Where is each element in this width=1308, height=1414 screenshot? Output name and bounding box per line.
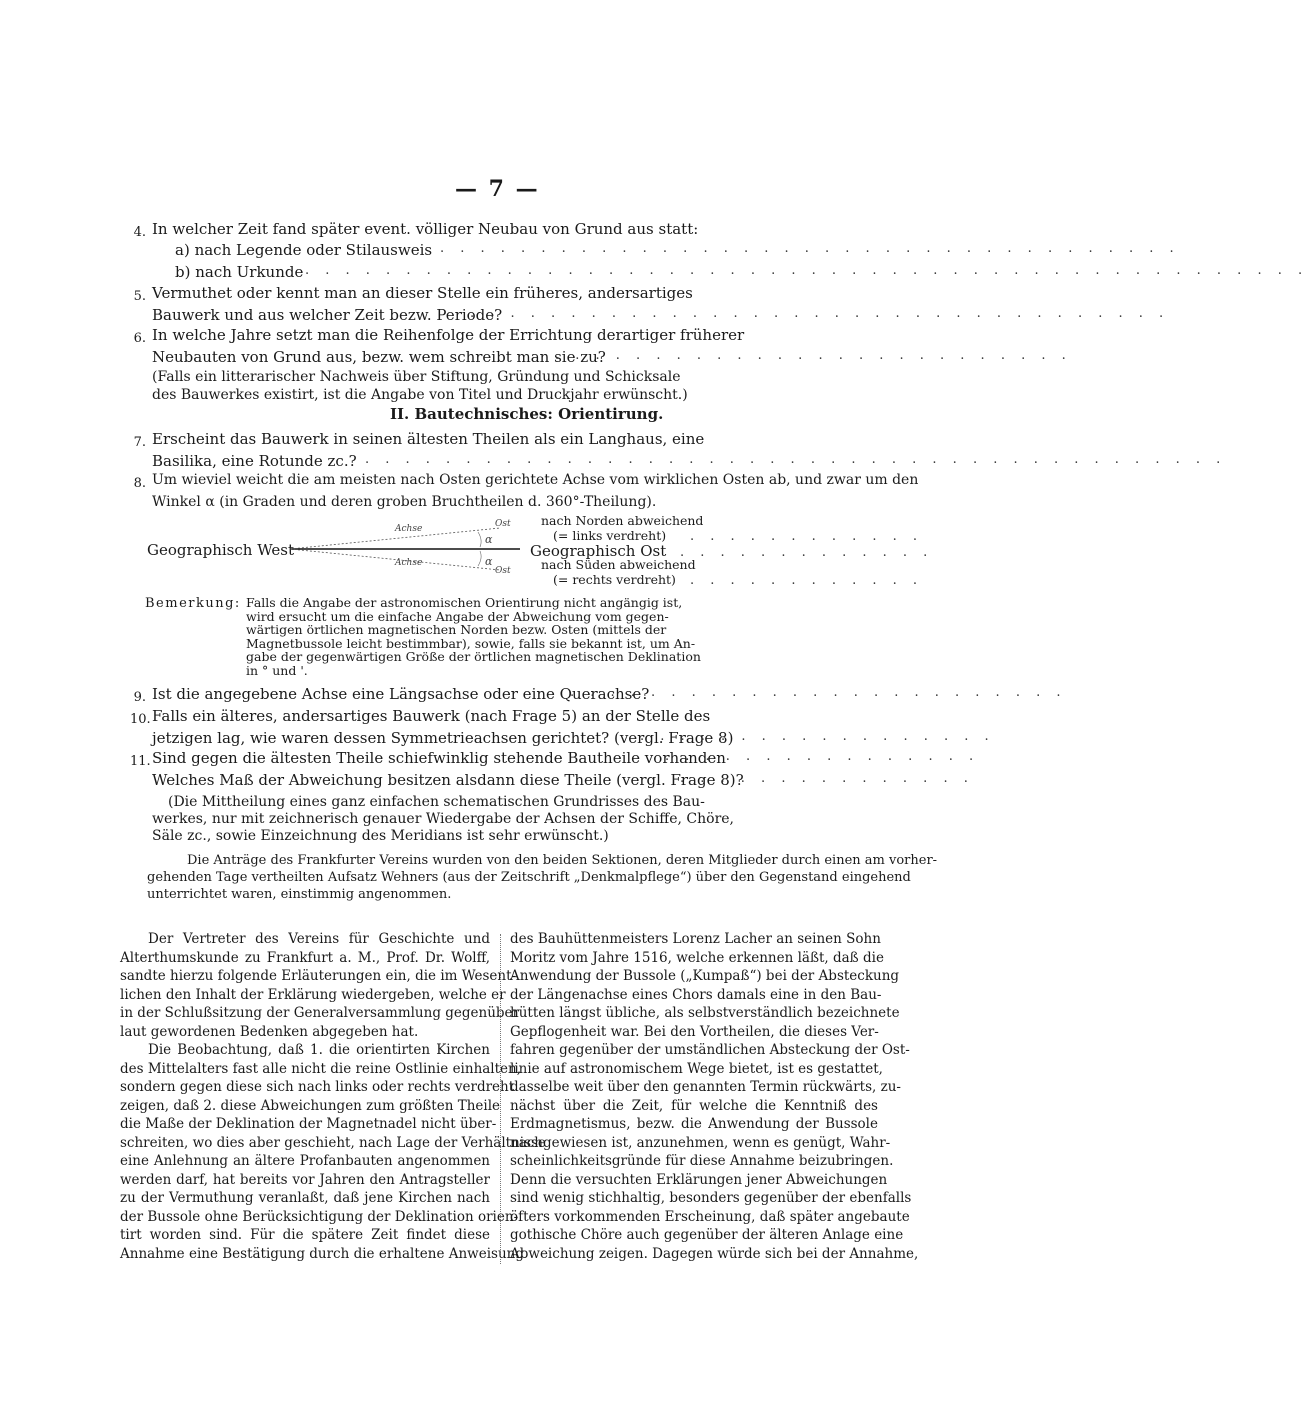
question-6-line-2: Neubauten von Grund aus, bezw. wem schreibt man sie zu?: [152, 348, 606, 366]
question-11-note-3: Säle zc., sowie Einzeichnung des Meridians ist sehr erwünscht.): [152, 828, 609, 844]
right-column: [510, 930, 919, 1263]
right-column-line: Abweichung zeigen. Dagegen würde sich bei der Annahme,: [510, 1245, 919, 1262]
question-7-dots: . . . . . . . . . . . . . . . . . . . . . . . . . . . . . . . . . . . . . . . . . . .: [365, 452, 1227, 467]
question-8-number: 8.: [133, 476, 146, 491]
right-column-line: nachgewiesen ist, anzunehmen, wenn es genügt, Wahr-: [510, 1134, 891, 1151]
closing-line-2: gehenden Tage vertheilten Aufsatz Wehners (aus der Zeitschrift „Denkmalpflege“) über den Gegenstand eingehend: [147, 870, 911, 885]
question-7-line-1: Erscheint das Bauwerk in seinen ältesten Theilen als ein Langhaus, eine: [152, 430, 705, 448]
left-column-line: des Mittelalters fast alle nicht die reine Ostlinie einhalten,: [120, 1060, 522, 1077]
question-4-number: 4.: [133, 225, 146, 240]
left-column-line: tirt worden sind. Für die spätere Zeit findet diese: [120, 1227, 490, 1243]
question-11-line-2: Welches Maß der Abweichung besitzen alsdann diese Theile (vergl. Frage 8)?: [152, 771, 744, 789]
right-column-line: nächst über die Zeit, für welche die Kenntniß des: [510, 1097, 878, 1114]
right-column-line: linie auf astronomischem Wege bietet, ist es gestattet,: [510, 1060, 883, 1077]
question-10-line-1: Falls ein älteres, andersartiges Bauwerk (nach Frage 5) an der Stelle des: [152, 707, 711, 725]
left-column-line: zu der Vermuthung veranlaßt, daß jene Kirchen nach: [120, 1190, 490, 1206]
question-5-number: 5.: [133, 289, 146, 304]
question-11-note-1: (Die Mittheilung eines ganz einfachen schematischen Grundrisses des Bau-: [168, 794, 705, 810]
question-9-text: Ist die angegebene Achse eine Längsachse oder eine Querachse?: [152, 685, 650, 703]
left-column-line: werden darf, hat bereits vor Jahren den Antragsteller: [120, 1171, 490, 1188]
remark-line-4: Magnetbussole leicht bestimmbar), sowie, falls sie bekannt ist, um An-: [246, 635, 696, 651]
remark-line-3: wärtigen örtlichen magnetischen Norden bezw. Osten (mittels der: [246, 622, 667, 638]
question-6-dots: . . . . . . . . . . . . . . . . . . . . . . . . . .: [555, 348, 1072, 363]
question-4b-dots: . . . . . . . . . . . . . . . . . . . . . . . . . . . . . . . . . . . . . . . . . . . . . . . . . .: [305, 263, 1308, 278]
diagram-north-dots: . . . . . . . . . . . .: [690, 529, 924, 544]
diagram-south-line-2: (= rechts verdreht): [553, 572, 676, 587]
question-6-number: 6.: [133, 331, 146, 346]
question-11-line-1: Sind gegen die ältesten Theile schiefwinklig stehende Bautheile vorhanden: [152, 749, 726, 767]
right-column-line: Gepflogenheit war. Bei den Vortheilen, die dieses Ver-: [510, 1023, 879, 1040]
question-4-text: In welcher Zeit fand später event. völliger Neubau von Grund aus statt:: [152, 220, 699, 238]
page-number: — 7 —: [455, 176, 540, 202]
question-6-line-1: In welche Jahre setzt man die Reihenfolge der Errichtung derartiger früherer: [152, 326, 745, 344]
diagram-east-dots: . . . . . . . . . . . . .: [680, 545, 934, 560]
diagram-achse-top: Achse: [395, 524, 423, 534]
question-4b-text: b) nach Urkunde: [175, 263, 304, 281]
left-column-line: in der Schlußsitzung der Generalversammlung gegenüber: [120, 1005, 519, 1021]
right-column-line: Denn die versuchten Erklärungen jener Abweichungen: [510, 1171, 888, 1188]
diagram-west-label: Geographisch West: [147, 541, 294, 559]
question-7-number: 7.: [133, 435, 146, 450]
angle-arc-top: [478, 532, 481, 547]
right-column-line: Anwendung der Bussole („Kumpaß“) bei der Absteckung: [510, 968, 900, 984]
remark-line-5: gabe der gegenwärtigen Größe der örtlichen magnetischen Deklination: [246, 649, 701, 665]
remark-body: [246, 595, 701, 678]
diagram-ost-top: Ost: [495, 519, 511, 529]
closing-paragraph: [147, 852, 938, 903]
left-column-line: schreiten, wo dies aber geschieht, nach Lage der Verhältnisse: [120, 1134, 546, 1151]
diagram-alpha-top: α: [485, 533, 493, 546]
question-5-dots: . . . . . . . . . . . . . . . . . . . . . . . . . . . . . . . . . . .: [470, 306, 1170, 321]
question-11-number: 11.: [130, 754, 151, 769]
question-8-line-2: Winkel α (in Graden und deren groben Bruchtheilen d. 360°-Theilung).: [152, 494, 657, 510]
right-column-line: gothische Chöre auch gegenüber der älteren Anlage eine: [510, 1227, 904, 1243]
question-7-line-2: Basilika, eine Rotunde zc.?: [152, 452, 357, 470]
question-8-line-1: Um wieviel weicht die am meisten nach Osten gerichtete Achse vom wirklichen Osten ab, und zwar um den: [152, 472, 919, 488]
question-4a-dots: . . . . . . . . . . . . . . . . . . . . . . . . . . . . . . . . . . . . .: [440, 241, 1180, 256]
question-5-line-1: Vermuthet oder kennt man an dieser Stelle ein früheres, andersartiges: [152, 284, 693, 302]
remark-line-2: wird ersucht um die einfache Angabe der Abweichung vom gegen-: [246, 608, 669, 624]
left-column-line: sandte hierzu folgende Erläuterungen ein, die im Wesent-: [120, 968, 517, 984]
left-column-line: Der Vertreter des Vereins für Geschichte und: [148, 931, 490, 947]
left-column-line: Die Beobachtung, daß 1. die orientirten Kirchen: [148, 1042, 490, 1058]
column-divider: [500, 934, 501, 1264]
question-11-line-1-dots: . . . . . . . . . . . . . . . .: [665, 749, 980, 764]
closing-line-1: Die Anträge des Frankfurter Vereins wurden von den beiden Sektionen, deren Mitglieder durch einen am vorher-: [187, 853, 938, 868]
question-10-dots: . . . . . . . . . . . . . . . . . .: [640, 729, 995, 744]
left-column-line: eine Anlehnung an ältere Profanbauten angenommen: [120, 1153, 490, 1169]
section-heading: II. Bautechnisches: Orientirung.: [390, 405, 664, 423]
diagram-east-label: Geographisch Ost: [530, 542, 667, 560]
angle-arc-bottom: [478, 551, 481, 566]
right-column-line: dasselbe weit über den genannten Termin rückwärts, zu-: [510, 1079, 901, 1095]
remark-label: Bemerkung:: [145, 596, 241, 611]
left-column-line: laut gewordenen Bedenken abgegeben hat.: [120, 1023, 419, 1040]
right-column-line: öfters vorkommenden Erscheinung, daß später angebaute: [510, 1208, 910, 1225]
left-column-line: der Bussole ohne Berücksichtigung der Deklination orien-: [120, 1208, 519, 1225]
question-6-note-2: des Bauwerkes existirt, ist die Angabe von Titel und Druckjahr erwünscht.): [152, 387, 688, 403]
question-9-dots: . . . . . . . . . . . . . . . . . . . . . . . . .: [570, 685, 1067, 700]
question-10-line-2: jetzigen lag, wie waren dessen Symmetrieachsen gerichtet? (vergl. Frage 8): [152, 729, 734, 747]
right-column-line: sind wenig stichhaltig, besonders gegenüber der ebenfalls: [510, 1190, 912, 1206]
diagram-ost-bottom: Ost: [495, 566, 511, 576]
question-11-line-2-dots: . . . . . . . . . . . . . . .: [680, 771, 974, 786]
left-column-line: Alterthumskunde zu Frankfurt a. M., Prof. Dr. Wolff,: [120, 949, 490, 966]
question-5-line-2: Bauwerk und aus welcher Zeit bezw. Periode?: [152, 306, 503, 324]
closing-line-3: unterrichtet waren, einstimmig angenommen.: [147, 887, 452, 902]
diagram-alpha-bottom: α: [485, 555, 493, 568]
right-column-line: fahren gegenüber der umständlichen Absteckung der Ost-: [510, 1042, 910, 1058]
left-column-line: sondern gegen diese sich nach links oder rechts verdreht: [120, 1079, 515, 1095]
diagram-south-dots: . . . . . . . . . . . .: [690, 573, 924, 588]
remark-line-1: Falls die Angabe der astronomischen Orientirung nicht angängig ist,: [246, 595, 683, 610]
question-11-note-2: werkes, nur mit zeichnerisch genauer Wiedergabe der Achsen der Schiffe, Chöre,: [152, 811, 735, 827]
question-10-number: 10.: [130, 712, 151, 727]
left-column-line: zeigen, daß 2. diese Abweichungen zum größten Theile: [120, 1097, 501, 1114]
question-9-number: 9.: [133, 690, 146, 705]
left-column: [120, 930, 546, 1263]
left-column-line: lichen den Inhalt der Erklärung wiedergeben, welche er: [120, 986, 506, 1003]
diagram-north-line-1: nach Norden abweichend: [541, 513, 704, 528]
right-column-line: hütten längst übliche, als selbstverständlich bezeichnete: [510, 1005, 900, 1021]
diagram-north-line-2: (= links verdreht): [553, 528, 667, 543]
right-column-line: scheinlichkeitsgründe für diese Annahme beizubringen.: [510, 1153, 894, 1169]
question-6-note-1: (Falls ein litterarischer Nachweis über Stiftung, Gründung und Schicksale: [152, 369, 681, 385]
right-column-line: Moritz vom Jahre 1516, welche erkennen läßt, daß die: [510, 949, 884, 966]
right-column-line: des Bauhüttenmeisters Lorenz Lacher an seinen Sohn: [510, 931, 881, 947]
right-column-line: Erdmagnetismus, bezw. die Anwendung der Bussole: [510, 1116, 878, 1132]
remark-line-6: in ° und '.: [246, 662, 308, 678]
left-column-line: Annahme eine Bestätigung durch die erhaltene Anweisung: [120, 1245, 524, 1262]
diagram-achse-bottom: Achse: [395, 558, 423, 568]
left-column-line: die Maße der Deklination der Magnetnadel nicht über-: [120, 1116, 497, 1132]
right-column-line: der Längenachse eines Chors damals eine in den Bau-: [510, 986, 882, 1003]
diagram-south-line-1: nach Süden abweichend: [541, 557, 696, 572]
question-4a-text: a) nach Legende oder Stilausweis: [175, 241, 433, 259]
